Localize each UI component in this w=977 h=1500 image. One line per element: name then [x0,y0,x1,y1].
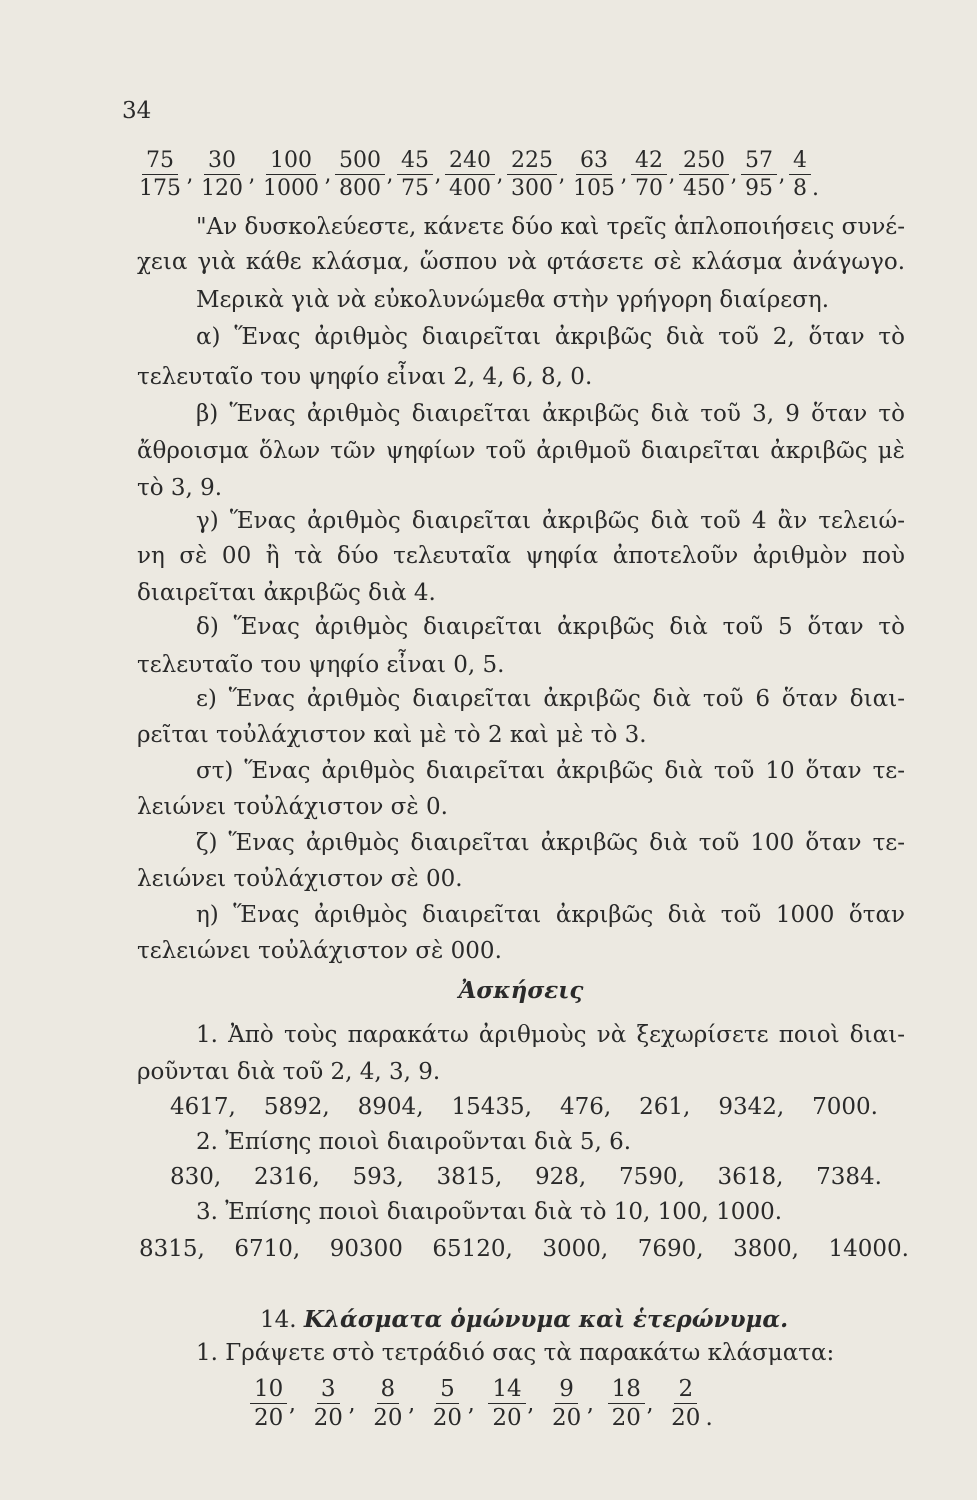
number-item: 3800, [733,1236,799,1262]
fraction-denominator: 70 [635,176,663,201]
number-item: 7690, [637,1236,704,1262]
exercise-2-numbers [170,1164,882,1190]
number-item: 3000, [542,1236,609,1262]
fraction-denominator: 300 [511,176,553,201]
fraction-denominator: 20 [373,1405,403,1431]
fraction [631,150,667,200]
fraction [429,1378,466,1430]
section-exercise-1: 1. Γράψετε στὸ τετράδιό σας τὰ παρακάτω κλάσματα: [196,1340,835,1366]
fraction-denominator: 450 [683,176,725,201]
fraction [789,150,811,200]
fraction-denominator: 20 [611,1405,641,1431]
fraction-separator: ’ [324,176,331,201]
fraction-separator: ’ [434,176,441,201]
text-line: λειώνει τοὐλάχιστον σὲ 0. [137,794,448,820]
fraction-numerator: 500 [335,150,385,175]
fraction-numerator: 57 [741,150,777,175]
fraction-numerator: 45 [397,150,433,175]
exercises-heading: Ἀσκήσεις [458,977,584,1004]
fraction [135,150,185,200]
fraction-numerator: 100 [266,150,316,175]
text-line: γ) Ἕνας ἀριθμὸς διαιρεῖται ἀκριβῶς διὰ τοῦ 4 ἂν τελειώ- [196,508,905,534]
fraction-numerator: 75 [142,150,178,175]
exercise-3-text: 3. Ἐπίσης ποιοὶ διαιροῦνται διὰ τὸ 10, 100, 1000. [196,1199,783,1225]
fraction-separator: ’ [407,1405,415,1431]
fraction [250,1378,287,1430]
fraction-separator: ’ [526,1405,534,1431]
number-item: 14000. [828,1236,909,1262]
exercise-2-text: 2. Ἐπίσης ποιοὶ διαιροῦνται διὰ 5, 6. [196,1129,632,1155]
text-line: τελευταῖο του ψηφίο εἶναι 0, 5. [137,652,505,678]
text-line: διαιρεῖται ἀκριβῶς διὰ 4. [137,580,436,606]
fraction [310,1378,347,1430]
fraction-separator: ’ [778,176,785,201]
fraction-separator: ’ [186,176,193,201]
fraction-separator: ’ [288,1405,296,1431]
fraction-numerator: 3 [317,1378,340,1404]
text-line: η) Ἕνας ἀριθμὸς διαιρεῖται ἀκριβῶς διὰ τοῦ 1000 ὅταν [196,902,905,928]
number-item: 3618, [717,1164,784,1190]
text-line: τὸ 3, 9. [137,475,223,501]
fraction-separator: . [812,176,819,201]
fraction [741,150,777,200]
fraction-numerator: 63 [576,150,612,175]
fraction [259,150,323,200]
exercise-1-text: ροῦνται διὰ τοῦ 2, 4, 3, 9. [137,1059,441,1085]
fraction [197,150,247,200]
text-line: ἄθροισμα ὅλων τῶν ψηφίων τοῦ ἀριθμοῦ διαιρεῖται ἀκριβῶς μὲ [137,438,905,464]
fraction-separator: ’ [730,176,737,201]
page-number: 34 [122,98,152,124]
text-line: ρεῖται τοὐλάχιστον καὶ μὲ τὸ 2 καὶ μὲ τὸ 3. [137,722,647,748]
fraction [507,150,557,200]
number-item: 90300 [329,1236,403,1262]
text-line: στ) Ἕνας ἀριθμὸς διαιρεῖται ἀκριβῶς διὰ τοῦ 10 ὅταν τε- [196,758,905,784]
fraction-separator: ’ [645,1405,654,1431]
fraction-denominator: 105 [573,176,615,201]
fraction-denominator: 75 [401,176,429,201]
number-item: 4617, [170,1094,236,1120]
text-line: νη σὲ 00 ἢ τὰ δύο τελευταῖα ψηφία ἀποτελοῦν ἀριθμὸν ποὺ [137,543,905,569]
text-line: Μερικὰ γιὰ νὰ εὐκολυνώμεθα στὴν γρήγορη διαίρεση. [196,287,830,313]
text-line: δ) Ἕνας ἀριθμὸς διαιρεῖται ἀκριβῶς διὰ τοῦ 5 ὅταν τὸ [196,614,905,640]
fraction-separator: ’ [467,1405,475,1431]
number-item: 830, [170,1164,222,1190]
fraction [608,1378,645,1430]
number-item: 2316, [253,1164,320,1190]
section-number: 14. [260,1307,297,1333]
text-line: τελευταῖο του ψηφίο εἶναι 2, 4, 6, 8, 0. [137,364,593,390]
fraction-denominator: 800 [339,176,381,201]
exercise-1-numbers [170,1094,878,1120]
number-item: 928, [535,1164,587,1190]
number-item: 15435, [451,1094,532,1120]
fraction-denominator: 20 [254,1405,284,1431]
text-line: χεια γιὰ κάθε κλάσμα, ὥσπου νὰ φτάσετε σὲ κλάσμα ἀνάγωγο. [137,249,905,275]
fraction-numerator: 225 [507,150,557,175]
fraction-denominator: 20 [313,1405,343,1431]
fraction-separator: ’ [386,176,393,201]
number-item: 7384. [816,1164,882,1190]
fraction-denominator: 8 [793,176,807,201]
fraction-denominator: 20 [492,1405,522,1431]
fraction-list-top [135,150,823,200]
number-item: 3815, [436,1164,503,1190]
text-line: ζ) Ἕνας ἀριθμὸς διαιρεῖται ἀκριβῶς διὰ τοῦ 100 ὅταν τε- [196,830,905,856]
fraction [679,150,729,200]
fraction-denominator: 175 [139,176,181,201]
fraction-separator: ’ [248,176,255,201]
fraction-denominator: 120 [201,176,243,201]
fraction-separator: ’ [558,176,565,201]
fraction [445,150,495,200]
text-line: λειώνει τοὐλάχιστον σὲ 00. [137,866,463,892]
number-item: 476, [559,1094,612,1120]
fraction-denominator: 20 [432,1405,463,1431]
fraction-numerator: 9 [555,1378,578,1404]
fraction-numerator: 30 [204,150,240,175]
fraction-list-bottom [250,1378,727,1430]
fraction [488,1378,525,1430]
fraction [369,1378,406,1430]
number-item: 8315, [139,1236,205,1262]
fraction-separator: ’ [586,1405,594,1431]
exercise-1-text: 1. Ἀπὸ τοὺς παρακάτω ἀριθμοὺς νὰ ξεχωρίσετε ποιοὶ διαι- [196,1022,905,1048]
fraction-numerator: 240 [445,150,495,175]
fraction-separator: . [705,1405,713,1431]
fraction-denominator: 20 [671,1405,701,1431]
fraction [667,1378,704,1430]
section-heading [260,1306,788,1333]
fraction-numerator: 10 [250,1378,287,1404]
number-item: 9342, [718,1094,785,1120]
fraction-denominator: 1000 [263,176,319,201]
text-line: τελειώνει τοὐλάχιστον σὲ 000. [137,938,502,964]
fraction-denominator: 20 [551,1405,582,1431]
section-title: Κλάσματα ὁμώνυμα καὶ ἑτερώνυμα. [303,1306,789,1333]
fraction-numerator: 250 [679,150,729,175]
fraction [397,150,433,200]
text-line: α) Ἕνας ἀριθμὸς διαιρεῖται ἀκριβῶς διὰ τοῦ 2, ὅταν τὸ [196,324,905,350]
fraction-numerator: 2 [674,1378,697,1404]
fraction-separator: ’ [347,1405,356,1431]
fraction-numerator: 14 [488,1378,525,1404]
fraction-separator: ’ [496,176,503,201]
fraction-denominator: 400 [449,176,491,201]
text-line: "Αν δυσκολεύεστε, κάνετε δύο καὶ τρεῖς ἁπλοποιήσεις συνέ- [196,214,905,240]
fraction-numerator: 8 [377,1378,400,1404]
fraction-separator: ’ [668,176,675,201]
number-item: 261, [639,1094,691,1120]
fraction-numerator: 18 [608,1378,645,1404]
fraction-separator: ’ [620,176,627,201]
fraction [335,150,385,200]
number-item: 7590, [618,1164,685,1190]
number-item: 65120, [432,1236,513,1262]
fraction-numerator: 4 [789,150,811,175]
fraction [548,1378,585,1430]
number-item: 8904, [357,1094,424,1120]
text-line: ε) Ἕνας ἀριθμὸς διαιρεῖται ἀκριβῶς διὰ τοῦ 6 ὅταν διαι- [196,686,905,712]
number-item: 5892, [263,1094,330,1120]
number-item: 593, [352,1164,404,1190]
exercise-3-numbers [139,1236,909,1262]
number-item: 6710, [234,1236,301,1262]
fraction-denominator: 95 [745,176,773,201]
text-line: β) Ἕνας ἀριθμὸς διαιρεῖται ἀκριβῶς διὰ τοῦ 3, 9 ὅταν τὸ [196,401,905,427]
fraction-numerator: 5 [436,1378,459,1404]
fraction [569,150,619,200]
number-item: 7000. [812,1094,878,1120]
fraction-numerator: 42 [631,150,667,175]
